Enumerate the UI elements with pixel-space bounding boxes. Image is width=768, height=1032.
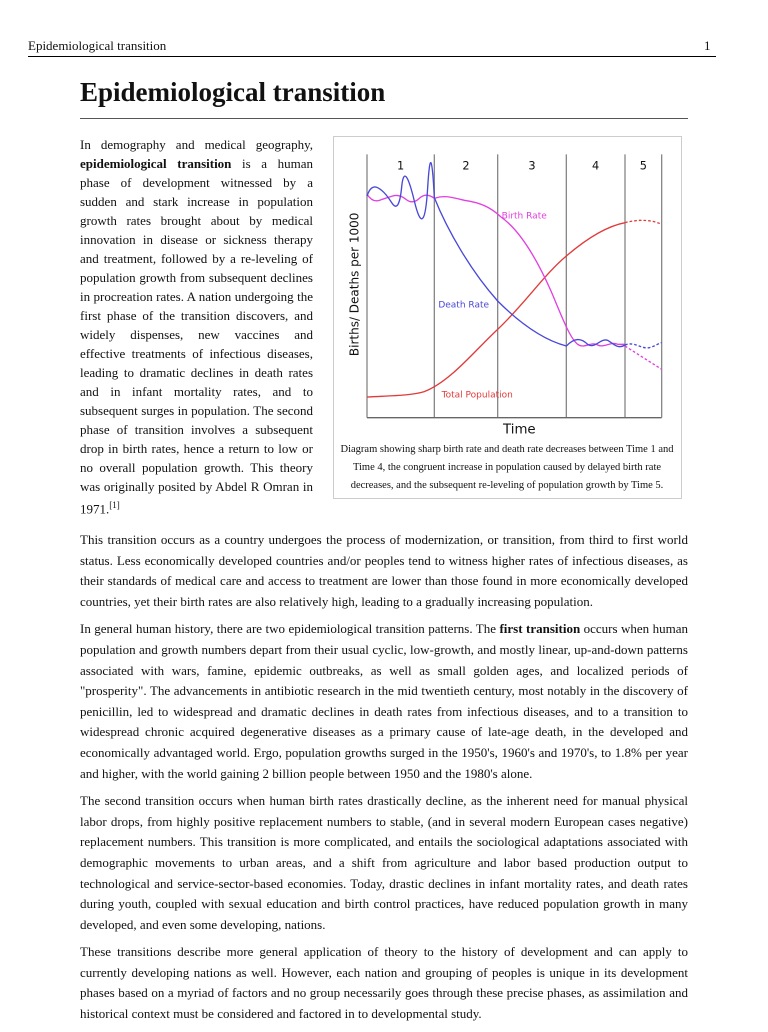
paragraph-text: This transition occurs as a country undergoes the process of modernization, or transition, from third to first world status. Less economically developed countries and/or peoples tend to witness higher rates of infectious diseases, as their standards of medical care and access to treatment are lower than those found in more economically developed countries, yet their birth rates are also relatively high, leading to a gradually increasing population. [80,532,688,609]
y-axis-label: Births/ Deaths per 1000 [347,212,362,357]
stage-label: 5 [639,158,647,173]
page-number: 1 [704,38,711,53]
header-divider [28,56,716,57]
article-body [80,530,688,1032]
paragraph-2 [80,619,688,784]
population-curve [367,223,625,397]
stage-dividers [367,154,662,417]
death-rate-curve [367,163,625,347]
intro-text-before: In demography and medical geography, [80,137,313,152]
demographic-transition-diagram [331,141,671,441]
intro-text-after: is a human phase of development witnessed by a sudden and stark increase in population growth rates brought about by medical innovation in disease or sickness therapy and treatment, followed by a re-leveling of population growth from subsequent declines in procreation rates. A nation undergoing the first phase of the transition discovers, and widely dispenses, new vaccines and effective treatments of infectious diseases, leading to dramatic declines in death rates and in infant mortality rates, and to subsequent surges in population. The second phase of transition involves a subsequent drop in birth rates, hence a return to low or no overall population growth. This theory was originally posited by Abdel R Omran in 1971. [80,156,313,517]
page-title: Epidemiological transition [80,77,386,107]
birth-rate-curve [367,194,625,346]
paragraph-text: In general human history, there are two epidemiological transition patterns. The [80,621,500,637]
paragraph-4 [80,942,688,1024]
x-axis-label: Time [503,422,536,438]
death-rate-projected [625,343,662,348]
stage-label: 3 [528,158,536,173]
running-header: Epidemiological transition [28,38,167,53]
paragraph-text: These transitions describe more general application of theory to the history of development and can apply to currently developing nations as well. However, each nation and grouping of peoples is unique in its development phases based on a myriad of factors and no group necessarily goes through these precise phases, as assimilation and historical context must be considered and factored in to developmental study. [80,944,688,1022]
paragraph-text: occurs when human population and growth numbers depart from their usual cyclic, low-growth, and mostly linear, up-and-down patterns associated with wars, famine, epidemic outbreaks, as well as small golden ages, and localized periods of "prosperity". The advancements in antibiotic research in the mid twentieth century, most notably in the discovery of penicillin, led to widespread and dramatic declines in death rates from infectious diseases, and to a transition to widespread chronic acquired degenerative diseases as a primary cause of late-age death, in the developed and economically advantaged world. Ergo, population growths surged in the 1950's, 1960's and 1970's, to 1.8% per year and higher, with the world gaining 2 billion people between 1950 and the 1980's alone. [80,621,688,781]
figure-caption: Diagram showing sharp birth rate and death rate decreases between Time 1 and Time 4, the congruent increase in population caused by delayed birth rate decreases, and the subsequent re-leveling of population growth by Time 5. [340,444,674,491]
stage-label: 1 [397,158,405,173]
intro-paragraph [80,135,313,518]
bold-term: first transition [499,621,581,637]
figure-box [333,136,682,499]
population-curve-projected [625,220,662,224]
birth-rate-label: Birth Rate [501,211,547,222]
stage-label: 2 [462,158,470,173]
paragraph-text: The second transition occurs when human birth rates drastically decline, as the inherent need for manual physical labor drops, from highly positive replacement numbers to stable, (and in several modern European cases negative) replacement numbers. This transition is more complicated, and entails the sociological adaptations associated with demographic movements to urban areas, and a shift from agriculture and labor based production output to technological and service-sector-based economies. Today, drastic declines in infant mortality rates, and death rates during youth, coupled with sexual education and birth control practices, have reduced population growth in many developed, and even some developing, nations. [80,793,688,932]
intro-bold-term: epidemiological transition [80,156,232,171]
death-rate-label: Death Rate [438,300,490,311]
paragraph-1 [80,530,688,612]
stage-label: 4 [592,158,600,173]
paragraph-3 [80,791,688,935]
citation-link[interactable]: [1] [109,500,120,510]
birth-rate-projected [625,346,662,369]
population-label: Total Population [441,390,513,401]
title-divider [80,118,688,119]
